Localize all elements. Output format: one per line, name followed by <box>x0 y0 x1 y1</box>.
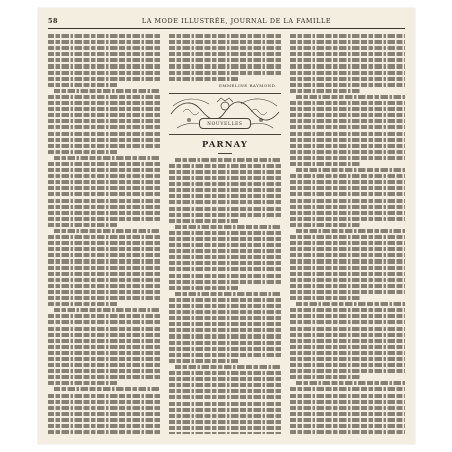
section-banner: NOUVELLES <box>199 118 251 129</box>
text-line <box>48 101 160 105</box>
header-rule <box>48 28 405 29</box>
text-line <box>290 211 405 215</box>
text-line <box>48 302 117 306</box>
text-line <box>290 296 361 300</box>
text-line <box>48 186 160 190</box>
text-line <box>48 199 160 203</box>
text-line <box>169 389 281 393</box>
text-line <box>290 180 405 184</box>
text-line <box>169 52 281 56</box>
text-line <box>290 259 405 263</box>
text-line <box>169 286 238 290</box>
text-line <box>290 83 405 87</box>
text-line <box>290 333 405 337</box>
text-line <box>175 158 281 162</box>
text-line <box>169 334 281 338</box>
text-line <box>169 377 281 381</box>
text-line <box>169 34 281 38</box>
text-line <box>169 274 281 278</box>
text-line <box>48 259 160 263</box>
text-line <box>169 249 281 253</box>
text-line <box>48 211 160 215</box>
text-line <box>290 34 405 38</box>
text-line <box>290 89 361 93</box>
text-line <box>48 266 160 270</box>
text-line <box>290 424 405 428</box>
text-line <box>290 235 405 239</box>
text-line <box>169 322 281 326</box>
text-line <box>290 71 405 75</box>
text-line <box>290 52 405 56</box>
author-signature: EMMELINE RAYMOND. <box>218 82 277 88</box>
text-line <box>48 95 160 99</box>
text-line <box>169 304 281 308</box>
text-line <box>290 192 405 196</box>
text-line <box>48 314 160 318</box>
text-line <box>169 414 281 418</box>
text-line <box>169 267 281 271</box>
text-line <box>48 144 160 148</box>
text-line <box>290 241 405 245</box>
text-line <box>169 310 281 314</box>
text-line <box>48 71 160 75</box>
text-line <box>290 113 405 117</box>
text-line <box>290 430 405 434</box>
text-line <box>290 406 405 410</box>
text-line <box>169 341 281 345</box>
text-line <box>290 412 405 416</box>
page-header <box>48 16 405 28</box>
text-line <box>290 400 405 404</box>
text-line <box>169 213 281 217</box>
text-line <box>290 217 405 221</box>
text-line <box>290 345 405 349</box>
text-line <box>48 296 160 300</box>
text-line <box>290 278 405 282</box>
text-line <box>169 231 281 235</box>
column-left <box>48 34 160 434</box>
text-line <box>169 219 238 223</box>
text-line <box>48 333 160 337</box>
text-line <box>54 229 160 233</box>
text-line <box>48 247 160 251</box>
text-line <box>169 243 281 247</box>
text-line <box>48 83 117 87</box>
text-line <box>290 107 405 111</box>
text-line <box>290 162 361 166</box>
text-line <box>169 395 281 399</box>
text-line <box>169 420 281 424</box>
text-line <box>296 168 405 172</box>
text-line <box>296 229 405 233</box>
text-line <box>48 278 160 282</box>
text-line <box>48 64 160 68</box>
text-line <box>290 77 405 81</box>
text-line <box>54 89 160 93</box>
text-line <box>48 119 160 123</box>
text-line <box>48 162 160 166</box>
text-line <box>48 107 160 111</box>
text-line <box>169 383 281 387</box>
text-line <box>169 237 281 241</box>
text-line <box>48 150 117 154</box>
text-line <box>169 402 281 406</box>
text-line <box>290 138 405 142</box>
text-line <box>169 255 281 259</box>
text-line <box>175 225 281 229</box>
text-line <box>290 119 405 123</box>
text-line <box>48 34 160 38</box>
text-line <box>48 418 160 422</box>
text-line <box>290 284 405 288</box>
text-line <box>54 156 160 160</box>
text-line <box>48 320 160 324</box>
text-line <box>290 314 405 318</box>
text-line <box>290 174 405 178</box>
text-line <box>48 241 160 245</box>
text-line <box>290 125 405 129</box>
newspaper-page <box>38 8 415 444</box>
text-line <box>169 188 281 192</box>
text-line <box>290 375 361 379</box>
text-line <box>290 369 405 373</box>
text-line <box>290 308 405 312</box>
text-line <box>290 101 405 105</box>
text-line <box>48 192 160 196</box>
text-line <box>290 156 405 160</box>
text-line <box>169 280 281 284</box>
text-line <box>169 176 281 180</box>
text-line <box>169 207 281 211</box>
text-line <box>175 292 281 296</box>
text-line <box>48 138 160 142</box>
text-line <box>169 298 281 302</box>
text-line <box>48 217 160 221</box>
text-line <box>290 186 405 190</box>
text-line <box>290 253 405 257</box>
text-line <box>290 132 405 136</box>
text-line <box>48 327 160 331</box>
text-line <box>48 430 160 434</box>
text-line <box>169 347 281 351</box>
text-line <box>48 77 160 81</box>
text-line <box>169 77 238 81</box>
text-line <box>48 253 160 257</box>
text-line <box>169 353 281 357</box>
text-line <box>290 40 405 44</box>
text-line <box>169 40 281 44</box>
text-line <box>169 182 281 186</box>
text-line <box>290 418 405 422</box>
text-line <box>48 412 160 416</box>
text-line <box>290 339 405 343</box>
text-line <box>290 394 405 398</box>
text-line <box>48 375 160 379</box>
text-line <box>48 363 160 367</box>
text-line <box>169 64 281 68</box>
text-line <box>48 406 160 410</box>
text-line <box>48 400 160 404</box>
text-line <box>48 40 160 44</box>
text-line <box>169 328 281 332</box>
text-line <box>54 308 160 312</box>
text-line <box>48 284 160 288</box>
text-line <box>48 351 160 355</box>
text-line <box>48 113 160 117</box>
text-line <box>169 426 281 430</box>
text-line <box>48 223 117 227</box>
text-line <box>54 387 160 391</box>
text-line <box>290 387 405 391</box>
text-line <box>290 150 405 154</box>
text-line <box>290 363 405 367</box>
text-line <box>169 359 238 363</box>
text-line <box>296 381 405 385</box>
text-line <box>48 132 160 136</box>
text-line <box>48 369 160 373</box>
section-vignette <box>169 93 281 135</box>
text-line <box>48 357 160 361</box>
text-line <box>48 272 160 276</box>
text-line <box>290 205 405 209</box>
text-line <box>175 365 281 369</box>
column-right <box>290 34 405 434</box>
text-line <box>169 200 281 204</box>
text-line <box>48 46 160 50</box>
text-line <box>169 408 281 412</box>
text-line <box>290 290 405 294</box>
text-line <box>290 320 405 324</box>
page-number: 58 <box>48 17 59 25</box>
text-line <box>48 180 160 184</box>
text-line <box>48 290 160 294</box>
text-line <box>48 174 160 178</box>
text-line <box>169 71 281 75</box>
story-title: PARNAY <box>201 138 249 149</box>
text-line <box>169 261 281 265</box>
text-line <box>290 351 405 355</box>
text-line <box>48 381 117 385</box>
text-line <box>296 95 405 99</box>
text-line <box>48 235 160 239</box>
text-line <box>48 339 160 343</box>
text-line <box>290 46 405 50</box>
text-line <box>48 345 160 349</box>
text-line <box>169 432 281 434</box>
text-line <box>48 125 160 129</box>
title-rule <box>218 153 232 154</box>
running-head: LA MODE ILLUSTRÉE, JOURNAL DE LA FAMILLE <box>141 17 332 25</box>
text-line <box>290 327 405 331</box>
text-line <box>296 302 405 306</box>
text-line <box>290 247 405 251</box>
text-line <box>48 205 160 209</box>
column-middle <box>169 34 281 434</box>
text-line <box>169 371 281 375</box>
text-line <box>290 357 405 361</box>
text-line <box>290 223 361 227</box>
text-line <box>48 52 160 56</box>
text-line <box>290 199 405 203</box>
text-line <box>290 272 405 276</box>
text-line <box>290 64 405 68</box>
text-line <box>169 46 281 50</box>
text-line <box>290 58 405 62</box>
text-line <box>169 316 281 320</box>
text-line <box>169 58 281 62</box>
text-line <box>48 168 160 172</box>
text-line <box>290 144 405 148</box>
text-line <box>48 424 160 428</box>
text-line <box>290 266 405 270</box>
text-line <box>169 194 281 198</box>
text-line <box>48 58 160 62</box>
text-line <box>48 394 160 398</box>
text-line <box>169 164 281 168</box>
text-line <box>169 170 281 174</box>
